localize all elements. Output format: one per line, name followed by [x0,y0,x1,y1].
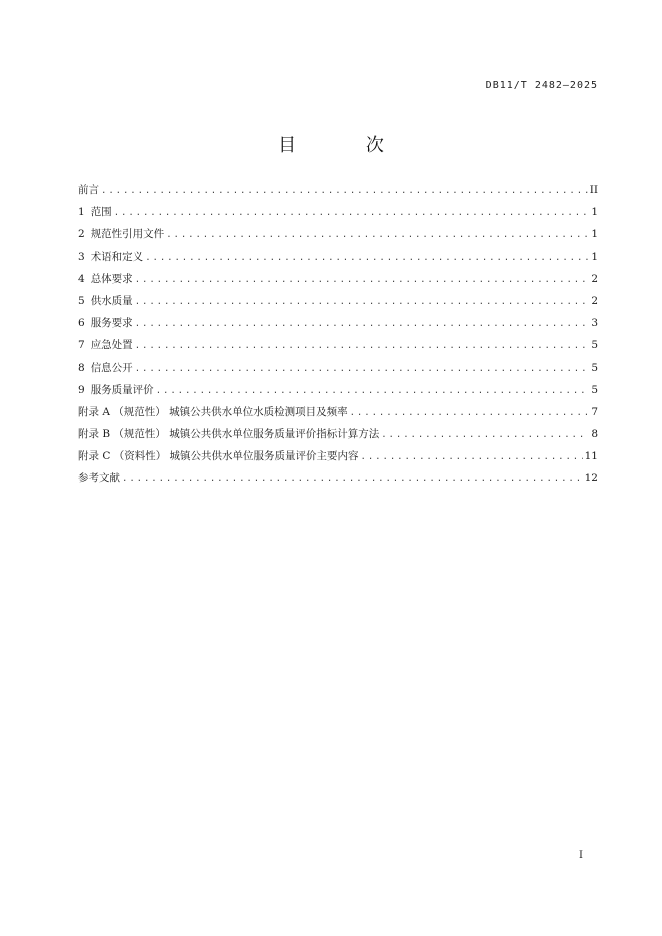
toc-entry-page: 5 [591,361,598,374]
toc-entry-page: 5 [591,383,598,396]
toc-entry-service-evaluation[interactable] [78,383,598,405]
toc-entry-number: 5 [78,294,85,307]
toc-entry-emergency-response[interactable] [78,338,598,360]
toc-entry-label: 范围 [90,206,112,219]
toc-entry-terms-definitions[interactable] [78,250,598,272]
toc-entry-label: 附录 C （资料性） 城镇公共供水单位服务质量评价主要内容 [78,450,359,463]
toc-entry-page: 5 [591,339,598,352]
toc-entry-number: 4 [78,272,85,285]
dot-leader [135,339,588,353]
toc-entry-page: 3 [591,317,598,330]
toc-entry-page: 12 [584,472,598,485]
table-of-contents [78,183,598,494]
toc-entry-label: 术语和定义 [90,250,144,263]
toc-entry-label: 参考文献 [78,472,120,485]
toc-entry-number: 7 [78,339,85,352]
toc-entry-water-quality[interactable] [78,294,598,316]
toc-entry-page: 2 [591,272,598,285]
toc-entry-label: 附录 B （规范性） 城镇公共供水单位服务质量评价指标计算方法 [78,428,380,441]
dot-leader [114,206,588,220]
toc-entry-label: 规范性引用文件 [90,228,165,241]
toc-entry-page: 1 [591,206,598,219]
toc-entry-label: 总体要求 [90,272,133,285]
toc-entry-scope[interactable] [78,205,598,227]
dot-leader [145,251,588,265]
toc-entry-page: 2 [591,294,598,307]
toc-entry-number: 9 [78,383,85,396]
toc-entry-number: 2 [78,228,85,241]
dot-leader [350,406,588,420]
dot-leader [381,428,588,442]
dot-leader [156,384,588,398]
toc-entry-foreword[interactable] [78,183,598,205]
dot-leader [135,273,588,287]
toc-entry-number: 8 [78,361,85,374]
toc-entry-page: 11 [584,450,598,463]
dot-leader [122,472,583,486]
toc-entry-page: 1 [591,250,598,263]
page-number: I [579,850,583,861]
toc-entry-bibliography[interactable] [78,471,598,493]
toc-entry-appendix-c[interactable] [78,449,598,471]
toc-entry-page: II [589,184,598,196]
dot-leader [166,228,588,242]
dot-leader [135,317,588,331]
toc-entry-appendix-a[interactable] [78,405,598,427]
dot-leader [101,184,588,198]
toc-entry-label: 应急处置 [90,339,133,352]
dot-leader [361,450,583,464]
page-title: 目 次 [278,135,416,156]
toc-entry-label: 供水质量 [90,294,133,307]
toc-entry-label: 信息公开 [90,361,133,374]
toc-entry-label: 服务要求 [90,317,133,330]
toc-entry-number: 3 [78,250,85,263]
toc-entry-page: 1 [591,228,598,241]
toc-entry-normative-references[interactable] [78,227,598,249]
toc-entry-page: 7 [591,405,598,418]
toc-entry-label: 附录 A （规范性） 城镇公共供水单位水质检测项目及频率 [78,405,348,418]
toc-entry-label: 前言 [78,184,99,196]
toc-entry-general-requirements[interactable] [78,272,598,294]
toc-entry-label: 服务质量评价 [90,383,154,396]
toc-entry-service-requirements[interactable] [78,316,598,338]
document-code: DB11/T 2482—2025 [485,80,598,91]
toc-entry-appendix-b[interactable] [78,427,598,449]
dot-leader [135,362,588,376]
dot-leader [135,295,588,309]
toc-entry-number: 1 [78,206,85,219]
toc-entry-page: 8 [591,428,598,441]
toc-entry-number: 6 [78,317,85,330]
toc-entry-information-disclosure[interactable] [78,361,598,383]
